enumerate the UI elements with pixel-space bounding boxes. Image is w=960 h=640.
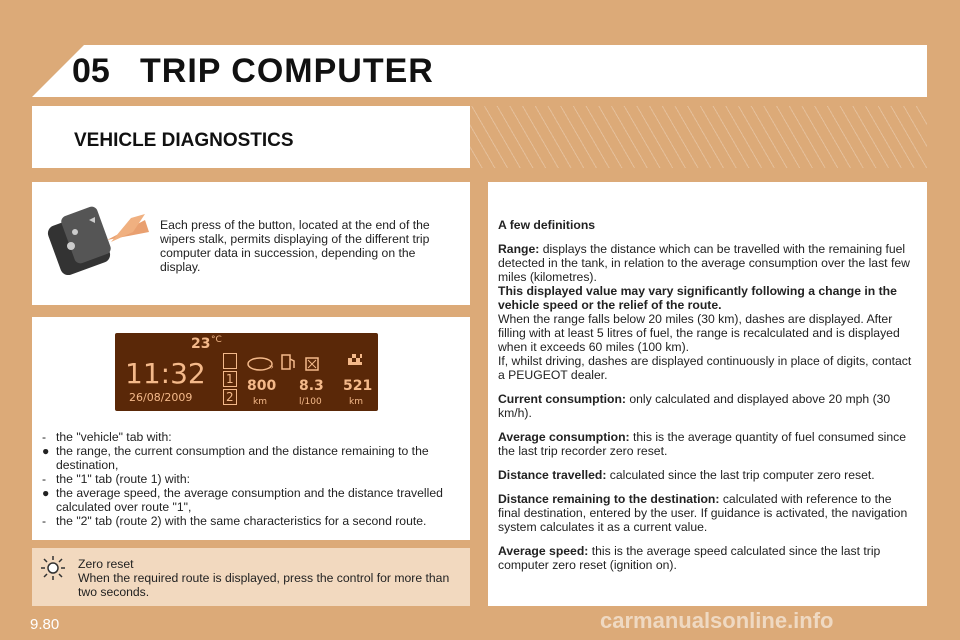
distance-travelled-label: Distance travelled: bbox=[498, 468, 607, 482]
temperature-unit: °C bbox=[211, 335, 222, 345]
fuel-can-icon bbox=[305, 355, 319, 371]
distance-remaining-text: calculated with reference to the final destination, entered by the user. If guidance is activated, the navigation system calculates it as a current value. bbox=[498, 492, 908, 534]
range-dealer-text: If, whilst driving, dashes are displayed continuously in place of digits, contact a PEUGEOT dealer. bbox=[498, 354, 912, 382]
average-speed-text: this is the average speed calculated since the last trip computer zero reset (ignition on). bbox=[498, 544, 881, 572]
car-range-icon bbox=[247, 355, 277, 371]
range-label: Range: bbox=[498, 242, 540, 256]
section-title: VEHICLE DIAGNOSTICS bbox=[74, 130, 294, 151]
zero-reset-title: Zero reset bbox=[78, 557, 134, 571]
temperature-value: 23 bbox=[191, 336, 211, 352]
list-item: ● the average speed, the average consumption and the distance travelled calculated over route "1", bbox=[42, 486, 443, 514]
zero-reset-instruction: When the required route is displayed, press the control for more than two seconds. bbox=[78, 571, 450, 599]
distance-remaining-label: Distance remaining to the destination: bbox=[498, 492, 720, 506]
range-value: 800 bbox=[247, 378, 277, 394]
route-1-tab: 1 bbox=[223, 371, 237, 387]
consumption-value: 8.3 bbox=[299, 378, 324, 394]
stalk-description: Each press of the button, located at the end of the wipers stalk, permits displaying of the different trip computer data in succession, depending on the display. bbox=[160, 218, 430, 274]
list-item: ● the range, the current consumption and the distance remaining to the destination, bbox=[42, 444, 429, 472]
average-consumption-label: Average consumption: bbox=[498, 430, 630, 444]
distance-unit: km bbox=[349, 397, 363, 407]
date: 26/08/2009 bbox=[129, 391, 193, 404]
watermark: carmanualsonline.info bbox=[600, 608, 834, 633]
svg-text:»: » bbox=[269, 362, 274, 371]
fuel-pump-icon bbox=[280, 353, 296, 371]
trip-computer-display bbox=[115, 333, 378, 411]
range-dashes-text: When the range falls below 20 miles (30 km), dashes are displayed. After filling with at least 5 litres of fuel, the range is recalculated and is displayed when it exceeds 60 miles (100 km). bbox=[498, 312, 900, 354]
consumption-unit: l/100 bbox=[299, 397, 322, 407]
list-item: - the "1" tab (route 1) with: bbox=[42, 472, 190, 486]
page-title: TRIP COMPUTER bbox=[140, 52, 434, 90]
distance-travelled-text: calculated since the last trip computer zero reset. bbox=[606, 468, 875, 482]
page-number: 9.80 bbox=[30, 616, 60, 633]
clock-time: 11:32 bbox=[125, 357, 206, 390]
wiper-stalk-icon bbox=[45, 200, 155, 275]
average-consumption-text: this is the average quantity of fuel consumed since the last trip recorder zero reset. bbox=[498, 430, 907, 458]
list-item: - the "vehicle" tab with: bbox=[42, 430, 172, 444]
current-consumption-text: only calculated and displayed above 20 mph (30 km/h). bbox=[498, 392, 891, 420]
checkered-flag-icon bbox=[347, 353, 363, 369]
definitions bbox=[498, 218, 916, 582]
route-2-tab: 2 bbox=[223, 389, 237, 405]
range-text: displays the distance which can be travelled with the remaining fuel detected in the tank, in relation to the average consumption over the last few miles (kilometres). bbox=[498, 242, 910, 284]
current-consumption-label: Current consumption: bbox=[498, 392, 626, 406]
list-item: - the "2" tab (route 2) with the same characteristics for a second route. bbox=[42, 514, 427, 528]
vehicle-tab-icon bbox=[223, 353, 237, 369]
zero-reset-text bbox=[78, 557, 458, 599]
average-speed-label: Average speed: bbox=[498, 544, 589, 558]
distance-value: 521 bbox=[343, 378, 373, 394]
range-unit: km bbox=[253, 397, 267, 407]
header-hatch bbox=[470, 106, 927, 168]
light-bulb-icon bbox=[40, 555, 66, 581]
definitions-heading: A few definitions bbox=[498, 218, 596, 232]
range-warning: This displayed value may vary significantly following a change in the vehicle speed or the relief of the route. bbox=[498, 284, 897, 312]
tab-list bbox=[42, 430, 462, 528]
chapter-number: 05 bbox=[72, 52, 110, 90]
